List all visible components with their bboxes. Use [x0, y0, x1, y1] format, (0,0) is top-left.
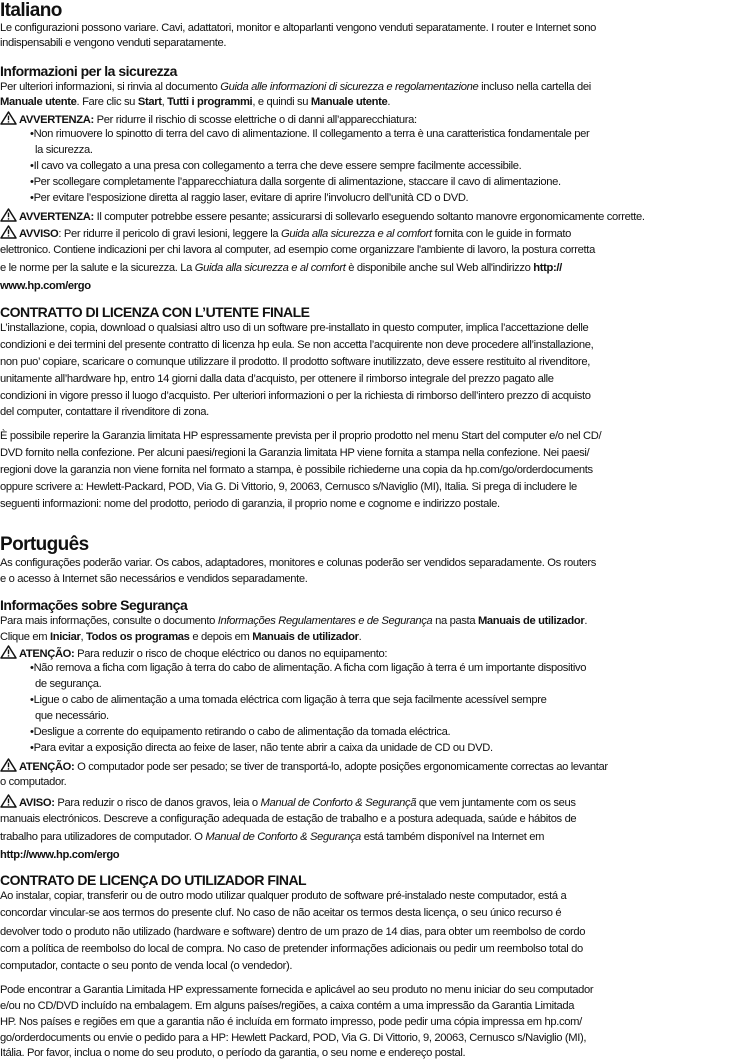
warning-line	[0, 208, 645, 225]
text: Il computer potrebbe essere pesante; assicurarsi di sollevarlo eseguendo soltanto manovre ergonomicamente corrette.	[93, 211, 645, 223]
text: .	[387, 96, 391, 108]
warranty-line: e/ou no CD/DVD incluído na embalagem. Em alguns países/regiões, a caixa contém a uma impressão da Garantia Limitada	[0, 1000, 575, 1012]
ergo-link[interactable]: www.hp.com/ergo	[0, 280, 91, 292]
bullet-item: •Per evitare l’esposizione diretta al raggio laser, evitare di aprire l’involucro dell’unità CD o DVD.	[30, 192, 469, 204]
bullet-item: •Não remova a ficha com ligação à terra do cabo de alimentação. A ficha com ligação à terra é um importante dispositivo	[30, 662, 587, 674]
section-title-portugues: Português	[0, 534, 89, 555]
warning-triangle-icon	[0, 208, 17, 222]
eula-line: Ao instalar, copiar, transferir ou de outro modo utilizar qualquer produto de software pré-instalado neste computador, está a	[0, 890, 567, 902]
warning-label: ATENÇÃO:	[19, 761, 75, 773]
warning-line	[0, 645, 387, 662]
text: que vem juntamente com os seus	[416, 797, 576, 809]
text: .	[584, 615, 588, 627]
text: O computador pode ser pesado; se tiver de transportá-lo, adopte posições ergonomicamente correctas ao levantar	[74, 761, 608, 773]
safety-line	[0, 80, 591, 95]
warranty-line: HP. Nos países e regiões em que a garantia não é incluída em formato impresso, pode pedir uma cópia impressa em hp.com/	[0, 1016, 582, 1028]
warning-triangle-icon	[0, 111, 17, 125]
warning-label: AVVERTENZA:	[19, 211, 94, 223]
bullet-item: •Para evitar a exposição directa ao feixe de laser, não tente abrir a caixa da unidade de CD ou DVD.	[30, 742, 493, 754]
text: incluso nella cartella dei	[478, 81, 591, 93]
menu-ref: Start	[137, 96, 162, 108]
warning-label: AVVERTENZA:	[19, 114, 94, 126]
eula-line: devolver todo o produto não utilizado (hardware e software) dentro de um prazo de 14 dias, para obter um reembolso de cordo	[0, 926, 586, 938]
warranty-line: È possibile reperire la Garanzia limitata HP espressamente prevista per il proprio prodotto nel menu Start del computer e/o nel CD/	[0, 430, 602, 442]
bullet-item: •Non rimuovere lo spinotto di terra del cavo di alimentazione. Il collegamento a terra è una caratteristica fondamentale per	[30, 128, 590, 140]
intro-line: indispensabili e vengono venduti separatamente.	[0, 37, 227, 49]
menu-ref: Manuale utente	[310, 96, 388, 108]
warning-triangle-icon	[0, 645, 17, 659]
warning-triangle-icon	[0, 758, 17, 772]
text: trabalho para utilizadores de computador. O	[0, 831, 206, 843]
bullet-item: •Per scollegare completamente l’apparecchiatura dalla sorgente di alimentazione, staccare il cavo di alimentazione.	[30, 176, 561, 188]
folder-ref: Manuais de utilizador	[477, 615, 585, 627]
warning-line	[0, 758, 608, 775]
warranty-line: Itália. Por favor, inclua o nome do seu produto, o período da garantia, o seu nome e endereço postal.	[0, 1047, 466, 1059]
warranty-line: Pode encontrar a Garantia Limitada HP expressamente fornecida e aplicável ao seu produto no menu iniciar do seu computador	[0, 984, 594, 996]
text: : Per ridurre il pericolo di gravi lesioni, leggere la	[58, 228, 281, 240]
text: Per ridurre il rischio di scosse elettriche o di danni all’apparecchiatura:	[93, 114, 417, 126]
intro-line: Le configurazioni possono variare. Cavi, adattatori, monitor e altoparlanti vengono venduti separatamente. I router e Internet sono	[0, 22, 596, 34]
text: ,	[80, 631, 87, 643]
notice-line	[0, 830, 544, 845]
eula-line: unitamente all’hardware hp, entro 14 giorni dalla data d’acquisto, per ottenere il rimborso integrale del prezzo pagato alle	[0, 373, 554, 385]
menu-ref: Tutti i programmi	[167, 96, 253, 108]
warning-triangle-icon	[0, 225, 17, 239]
text: Per ulteriori informazioni, si rinvia al documento	[0, 81, 221, 93]
text: ,	[161, 96, 168, 108]
text: Clique em	[0, 631, 50, 643]
text: Para reduzir o risco de danos gravos, leia o	[54, 797, 261, 809]
warranty-line: go/orderdocuments ou envie o pedido para a HP: Hewlett Packard, POD, Via G. Di Vittorio, 9, 20063, Cernusco s/Naviglio (MI),	[0, 1032, 587, 1044]
notice-line	[0, 794, 576, 811]
document-title: Manual de Conforto & Segurançã	[260, 797, 417, 809]
text: Para reduzir o risco de choque eléctrico ou danos no equipamento:	[74, 648, 388, 660]
warranty-line: DVD fornito nella confezione. Per alcuni paesi/regioni la Garanzia limitata HP viene fornita a stampa nella confezione. Nei paesi/	[0, 447, 590, 459]
text: e le norme per la salute e la sicurezza. La	[0, 262, 195, 274]
text: na pasta	[432, 615, 478, 627]
bullet-item-cont: que necessário.	[35, 710, 109, 722]
menu-ref: Manuais de utilizador	[252, 631, 359, 643]
section-title-italiano: Italiano	[0, 0, 62, 21]
document-title: Guida alla sicurezza e al comfort	[281, 228, 432, 240]
eula-heading-pt: CONTRATO DE LICENÇA DO UTILIZADOR FINAL	[0, 872, 307, 888]
text: .	[358, 631, 362, 643]
eula-line: com a política de reembolso do local de compra. No caso de pretender informações adicionais ou pedir um reembolso total do	[0, 943, 583, 955]
eula-line: computador, contacte o seu ponto de venda local (o vendedor).	[0, 960, 293, 972]
menu-ref: Manuale utente	[0, 96, 77, 108]
ergo-link[interactable]: http://	[533, 262, 562, 274]
warning-label: ATENÇÃO:	[19, 648, 75, 660]
eula-line: condizioni e dei termini del presente contratto di licenza hp eula. Se non accetta l’acquirente non deve procedere all’installazione,	[0, 339, 594, 351]
bullet-item: •Il cavo va collegato a una presa con collegamento a terra che deve essere sempre facilmente accessibile.	[30, 160, 522, 172]
notice-line: manuais electrónicos. Descreve a configuração adequada de estação de trabalho e a postura adequada, saúde e hábitos de	[0, 813, 577, 825]
menu-ref: Todos os programas	[86, 631, 190, 643]
text: . Fare clic su	[76, 96, 138, 108]
warning-triangle-icon	[0, 794, 17, 808]
document-title: Guida alle informazioni di sicurezza e regolamentazione	[220, 81, 479, 93]
eula-line: L’installazione, copia, download o qualsiasi altro uso di un software pre-installato in questo computer, implica l’accettazione delle	[0, 322, 589, 334]
notice-label: AVVISO	[19, 228, 59, 240]
document-title: Informações Regulamentares e de Segurança	[217, 615, 433, 627]
notice-label: AVISO:	[19, 797, 55, 809]
eula-line: del computer, contattare il rivenditore di zona.	[0, 406, 209, 418]
text: e depois em	[189, 631, 253, 643]
menu-ref: Iniciar	[49, 631, 81, 643]
text: Para mais informações, consulte o documento	[0, 615, 218, 627]
eula-heading-it: CONTRATTO DI LICENZA CON L’UTENTE FINALE	[0, 304, 310, 320]
eula-line: concordar vincular-se aos termos do presente cluf. No caso de não aceitar os termos desta licença, o seu único recurso é	[0, 907, 562, 919]
bullet-item: •Desligue a corrente do equipamento retirando o cabo de alimentação da tomada eléctrica.	[30, 726, 451, 738]
text: está também disponível na Internet em	[360, 831, 545, 843]
intro-line: e o acesso à Internet são necessários e vendidos separadamente.	[0, 573, 308, 585]
safety-heading-it: Informazioni per la sicurezza	[0, 63, 177, 79]
bullet-item: •Ligue o cabo de alimentação a uma tomada eléctrica com ligação à terra que seja facilmente acessível sempre	[30, 694, 547, 706]
document-title: Manual de Conforto & Segurança	[205, 831, 361, 843]
bullet-item-cont: la sicurezza.	[35, 144, 93, 156]
safety-line	[0, 614, 587, 629]
warning-line	[0, 111, 417, 128]
warranty-line: regioni dove la garanzia non viene fornita nel formato a stampa, è possibile richiederne una copia da hp.com/go/orderdocuments	[0, 464, 593, 476]
text: è disponibile anche sul Web all'indirizzo	[345, 262, 534, 274]
text: fornita con le guide in formato	[431, 228, 572, 240]
ergo-link[interactable]: http://www.hp.com/ergo	[0, 849, 120, 861]
safety-line	[0, 95, 390, 110]
intro-line: As configurações poderão variar. Os cabos, adaptadores, monitores e colunas poderão ser vendidos separadamente. Os routers	[0, 557, 596, 569]
notice-line: elettronico. Contiene indicazioni per chi lavora al computer, ad esempio come organizzare l'ambiente di lavoro, la postura corretta	[0, 244, 595, 256]
notice-line	[0, 261, 562, 276]
safety-heading-pt: Informações sobre Segurança	[0, 597, 188, 613]
notice-line	[0, 225, 571, 242]
warranty-line: seguenti informazioni: nome del prodotto, periodo di garanzia, il proprio nome e cognome e indirizzo postale.	[0, 498, 500, 510]
warranty-line: oppure scrivere a: Hewlett-Packard, POD, Via G. Di Vittorio, 9, 20063, Cernusco s/Naviglio (MI), Italia. Si prega di includere le	[0, 481, 577, 493]
eula-line: condizioni in vigore presso il luogo d’acquisto. Per ulteriori informazioni o per la richiesta di rimborso dell’intero prezzo di acquisto	[0, 390, 591, 402]
safety-line	[0, 630, 361, 645]
eula-line: non puo’ copiare, scaricare o comunque utilizzare il prodotto. Il prodotto software inutilizzato, deve essere restituito al rivenditore,	[0, 356, 591, 368]
document-title: Guida alla sicurezza e al comfort	[194, 262, 346, 274]
bullet-item-cont: de segurança.	[35, 678, 102, 690]
text: , e quindi su	[252, 96, 311, 108]
warning-line-cont: o computador.	[0, 776, 67, 788]
